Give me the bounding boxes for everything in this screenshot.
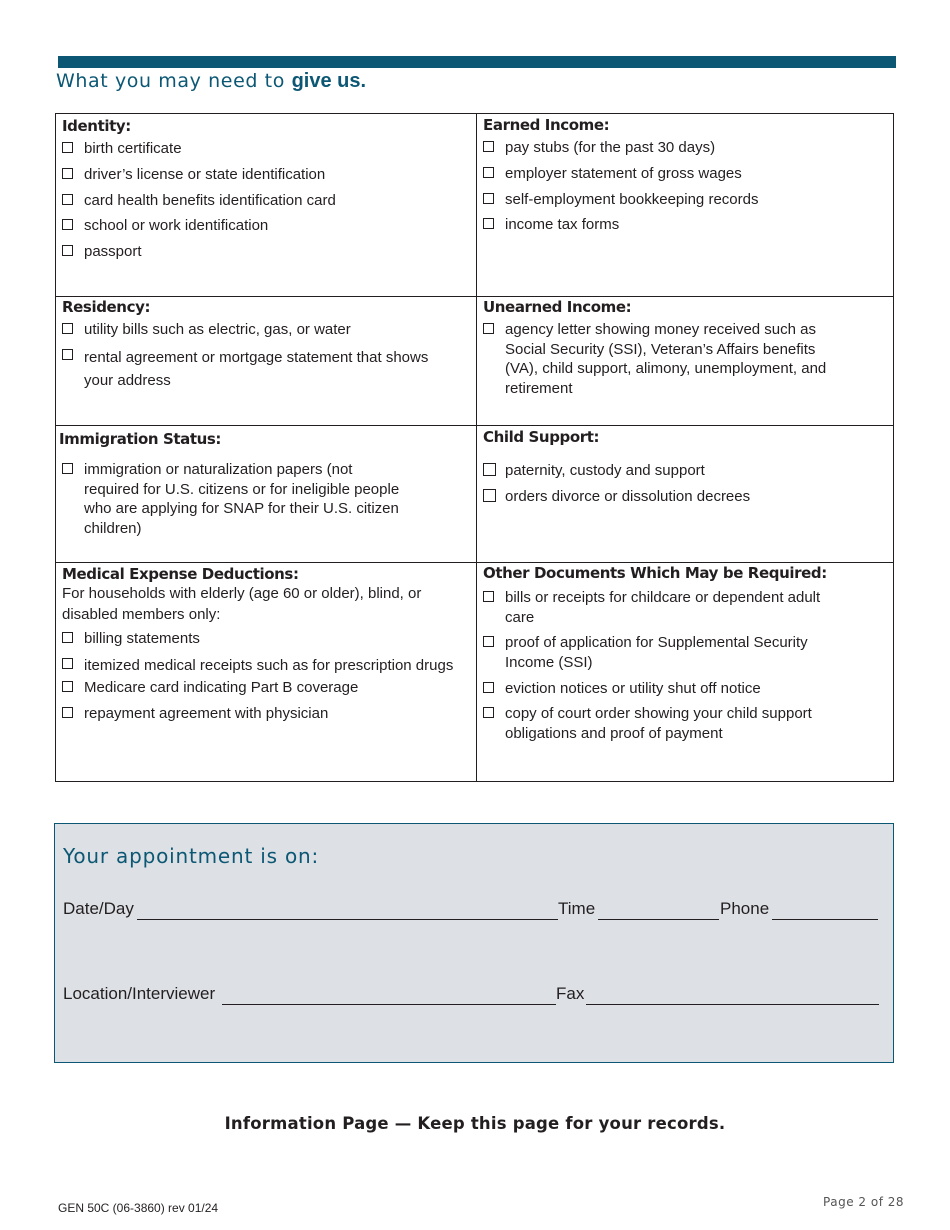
section-description: For households with elderly (age 60 or older), blind, or disabled members only: xyxy=(62,585,422,623)
location-interviewer-label: Location/Interviewer xyxy=(63,984,216,1003)
checklist-item: school or work identification xyxy=(62,216,472,236)
checklist xyxy=(62,460,404,538)
checklist-item: billing statements xyxy=(62,629,472,649)
checklist-item: Medicare card indicating Part B coverage xyxy=(62,678,472,698)
section-title: Child Support: xyxy=(483,428,600,446)
fax-field[interactable] xyxy=(586,1004,879,1005)
checklist xyxy=(62,139,472,262)
appointment-title: Your appointment is on: xyxy=(63,844,320,868)
section-identity xyxy=(62,117,472,268)
checklist-item: income tax forms xyxy=(483,215,888,235)
checklist-item: pay stubs (for the past 30 days) xyxy=(483,138,888,158)
checklist-item: driver’s license or state identification xyxy=(62,165,472,185)
checkbox[interactable] xyxy=(483,489,496,502)
checklist-item: agency letter showing money received such as Social Security (SSI), Veteran’s Affairs benefits (VA), child support, alimony, unemployment, and retirement xyxy=(483,320,828,398)
section-title: Medical Expense Deductions: xyxy=(62,565,299,583)
checkbox[interactable] xyxy=(483,463,496,476)
information-page-note: Information Page — Keep this page for your records. xyxy=(224,1114,726,1133)
checkbox[interactable] xyxy=(62,632,73,643)
checklist-item: eviction notices or utility shut off notice xyxy=(483,679,853,699)
checklist-item: paternity, custody and support xyxy=(483,461,888,481)
section-title: Identity: xyxy=(62,117,131,135)
checklist xyxy=(483,461,888,506)
checklist xyxy=(62,629,472,723)
checkbox[interactable] xyxy=(483,682,494,693)
checkbox[interactable] xyxy=(62,681,73,692)
checklist xyxy=(483,138,888,235)
checkbox[interactable] xyxy=(483,193,494,204)
checklist-item: birth certificate xyxy=(62,139,472,159)
checkbox[interactable] xyxy=(483,323,494,334)
form-id: GEN 50C (06-3860) rev 01/24 xyxy=(58,1201,219,1215)
table-divider xyxy=(56,562,893,563)
checkbox[interactable] xyxy=(62,349,73,360)
checklist xyxy=(62,320,442,392)
checkbox[interactable] xyxy=(62,707,73,718)
section-title: Other Documents Which May be Required: xyxy=(483,564,827,582)
section-earned-income xyxy=(483,116,888,241)
checkbox[interactable] xyxy=(483,167,494,178)
checklist-item: employer statement of gross wages xyxy=(483,164,888,184)
checklist-item: card health benefits identification card xyxy=(62,191,472,211)
checklist-item: self-employment bookkeeping records xyxy=(483,190,888,210)
section-residency xyxy=(62,298,442,398)
time-label: Time xyxy=(558,899,596,918)
table-divider xyxy=(56,425,893,426)
section-medical-expense xyxy=(62,565,472,729)
section-immigration-status xyxy=(59,430,404,544)
header-bar xyxy=(58,56,896,68)
checkbox[interactable] xyxy=(483,591,494,602)
checkbox[interactable] xyxy=(62,463,73,474)
section-title: Unearned Income: xyxy=(483,298,632,316)
appointment-box xyxy=(54,823,894,1063)
section-unearned-income xyxy=(483,298,828,404)
checkbox[interactable] xyxy=(62,219,73,230)
documents-table xyxy=(55,113,894,782)
page-title-prefix: What you may need to xyxy=(56,70,285,92)
fax-label: Fax xyxy=(556,984,585,1003)
time-field[interactable] xyxy=(598,919,719,920)
checklist-item: proof of application for Supplemental Security Income (SSI) xyxy=(483,633,853,672)
page-title xyxy=(56,70,366,93)
checkbox[interactable] xyxy=(483,707,494,718)
checklist-item: orders divorce or dissolution decrees xyxy=(483,487,888,507)
table-divider-vertical xyxy=(476,114,477,781)
checkbox[interactable] xyxy=(62,658,73,669)
section-other-documents xyxy=(483,564,853,750)
section-title: Immigration Status: xyxy=(59,430,222,448)
checklist xyxy=(483,320,828,398)
date-day-label: Date/Day xyxy=(63,899,134,918)
section-title: Residency: xyxy=(62,298,151,316)
phone-label: Phone xyxy=(720,899,770,918)
phone-field[interactable] xyxy=(772,919,878,920)
section-child-support xyxy=(483,428,888,513)
checkbox[interactable] xyxy=(62,168,73,179)
checkbox[interactable] xyxy=(483,636,494,647)
checkbox[interactable] xyxy=(62,245,73,256)
checkbox[interactable] xyxy=(62,194,73,205)
checklist-item: itemized medical receipts such as for prescription drugs xyxy=(62,655,472,677)
checkbox[interactable] xyxy=(483,141,494,152)
page-number: Page 2 of 28 xyxy=(823,1195,904,1209)
checklist-item: copy of court order showing your child support obligations and proof of payment xyxy=(483,704,853,743)
checklist xyxy=(483,588,853,743)
checklist-item: rental agreement or mortgage statement that shows your address xyxy=(62,346,442,392)
section-title: Earned Income: xyxy=(483,116,610,134)
checklist-item: immigration or naturalization papers (not required for U.S. citizens or for ineligible people who are applying for SNAP for their U.S. citizen children) xyxy=(62,460,404,538)
checklist-item: passport xyxy=(62,242,472,262)
checklist-item: bills or receipts for childcare or dependent adult care xyxy=(483,588,853,627)
location-interviewer-field[interactable] xyxy=(222,1004,556,1005)
table-divider xyxy=(56,296,893,297)
date-day-field[interactable] xyxy=(137,919,558,920)
page-title-emphasis: give us. xyxy=(291,70,367,92)
checkbox[interactable] xyxy=(62,142,73,153)
checklist-item: utility bills such as electric, gas, or water xyxy=(62,320,442,340)
checklist-item: repayment agreement with physician xyxy=(62,704,472,724)
checkbox[interactable] xyxy=(62,323,73,334)
checkbox[interactable] xyxy=(483,218,494,229)
